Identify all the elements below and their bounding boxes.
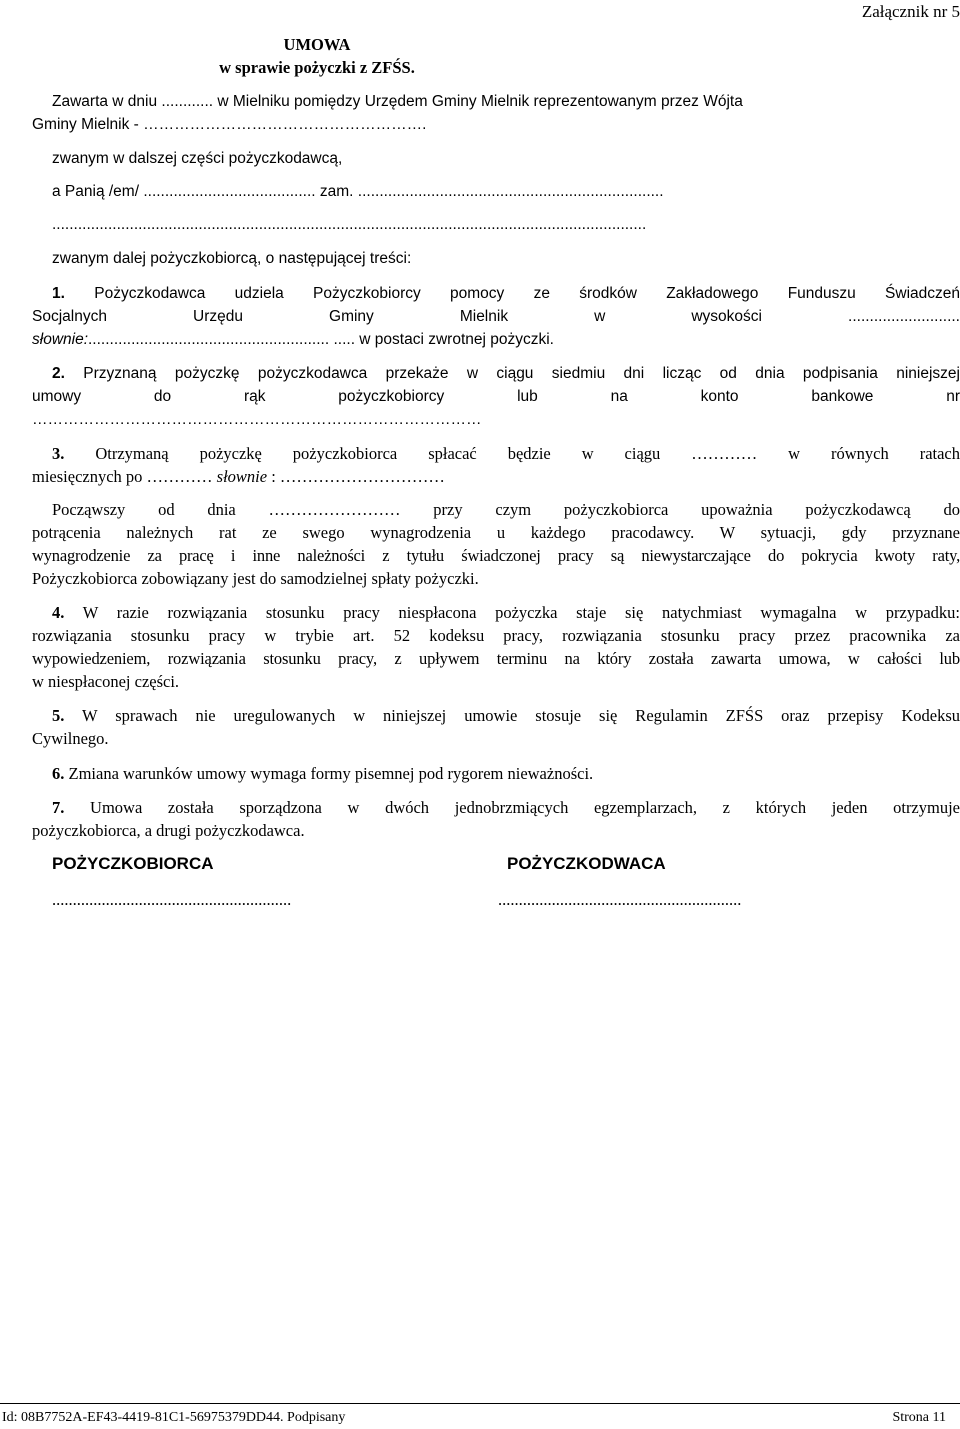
- section-7-line-1: Umowa została sporządzona w dwóch jednobrzmiących egzemplarzach, z których jeden otrzymuje: [90, 798, 960, 817]
- intro-line-2: Gminy Mielnik - ……………………………………………….: [32, 116, 427, 133]
- footer-document-id: Id: 08B7752A-EF43-4419-81C1-56975379DD44. Podpisany: [2, 1410, 346, 1425]
- section-3-paragraph-2: [32, 498, 960, 590]
- section-1-line-2: Socjalnych Urzędu Gminy Mielnik w wysokości ..........................: [32, 308, 960, 325]
- section-1: [32, 282, 960, 351]
- section-5-number: 5.: [52, 706, 65, 725]
- document-page: [32, 0, 960, 1428]
- section-3-words-label: słownie: [216, 467, 268, 486]
- section-7-number: 7.: [52, 798, 65, 817]
- title-line-2: w sprawie pożyczki z ZFŚS.: [219, 58, 415, 77]
- section-2: [32, 362, 960, 431]
- annex-label: Załącznik nr 5: [861, 2, 960, 21]
- section-3-line-1: Otrzymaną pożyczkę pożyczkobiorca spłacać będzie w ciągu ………… w równych ratach: [95, 444, 960, 463]
- footer-page-number: Strona 11: [892, 1410, 946, 1425]
- intro-paragraph: [32, 90, 960, 136]
- intro-address-line: ..........................................................................................................................................: [52, 216, 647, 233]
- section-4: [32, 601, 960, 693]
- title-line-1: UMOWA: [283, 35, 351, 54]
- section-2-line-2: umowy do rąk pożyczkobiorcy lub na konto bankowe nr: [32, 388, 960, 405]
- section-4-line-4: w niespłaconej części.: [32, 672, 180, 691]
- section-4-line-3: wypowiedzeniem, rozwiązania stosunku pracy, z upływem terminu na który została zawarta umowa, w całości lub: [32, 649, 960, 668]
- intro-line-1: Zawarta w dniu ............ w Mielniku pomiędzy Urzędem Gminy Mielnik reprezentowanym przez Wójta: [52, 93, 743, 110]
- section-7-line-2: pożyczkobiorca, a drugi pożyczkodawca.: [32, 821, 305, 840]
- section-1-number: 1.: [52, 285, 65, 302]
- section-1-line-1: Pożyczkodawca udziela Pożyczkobiorcy pomocy ze środków Zakładowego Funduszu Świadczeń: [94, 285, 960, 302]
- section-5-line-2: Cywilnego.: [32, 729, 109, 748]
- section-1-words-label: słownie:: [32, 331, 88, 348]
- section-3-p2-line-3: wynagrodzenie za pracę i inne należności z tytułu świadczonej pracy są niewystarczające do pokrycia kwoty raty,: [32, 546, 960, 565]
- section-4-line-1: W razie rozwiązania stosunku pracy niespłacona pożyczka staje się natychmiast wymagalna w przypadku:: [82, 603, 960, 622]
- section-3-p2-line-2: potrącenia należnych rat ze swego wynagrodzenia u każdego pracodawcy. W sytuacji, gdy przyznane: [32, 523, 960, 542]
- section-3-number: 3.: [52, 444, 65, 463]
- section-1-line-3: ........................................................ ..... w postaci zwrotnej pożyczki.: [88, 331, 554, 348]
- section-2-number: 2.: [52, 365, 65, 382]
- section-3: [32, 442, 960, 488]
- page-footer: [0, 1403, 960, 1424]
- signature-borrower-label: POŻYCZKOBIORCA: [52, 854, 214, 873]
- section-5: [32, 704, 960, 750]
- section-4-number: 4.: [52, 603, 65, 622]
- section-6: [32, 762, 960, 785]
- signature-lender-label: POŻYCZKODWACA: [507, 854, 666, 873]
- section-3-p2-line-1: Począwszy od dnia …………………… przy czym pożyczkobiorca upoważnia pożyczkodawcą do: [52, 500, 960, 519]
- section-6-line-1: Zmiana warunków umowy wymaga formy pisemnej pod rygorem nieważności.: [68, 764, 594, 783]
- section-3-p2-line-4: Pożyczkobiorca zobowiązany jest do samodzielnej spłaty pożyczki.: [32, 569, 479, 588]
- document-title: [32, 33, 602, 79]
- signature-lender-line: ...........................................................: [498, 890, 742, 909]
- section-2-line-3: ……………………………………………………………………………: [32, 411, 482, 428]
- section-5-line-1: W sprawach nie uregulowanych w niniejszej umowie stosuje się Regulamin ZFŚS oraz przepisy Kodeksu: [82, 706, 960, 725]
- section-6-number: 6.: [52, 764, 65, 783]
- intro-lender: zwanym w dalszej części pożyczkodawcą,: [52, 150, 343, 167]
- intro-borrower-line: a Panią /em/ ........................................ zam. .......................................................................: [52, 183, 664, 200]
- section-3-line-2-end: : …………………………: [267, 467, 445, 486]
- section-3-line-2: miesięcznych po …………: [32, 467, 217, 486]
- section-4-line-2: rozwiązania stosunku pracy w trybie art. 52 kodeksu pracy, rozwiązania stosunku pracy przez pracownika za: [32, 626, 960, 645]
- signature-borrower-line: ..........................................................: [52, 890, 292, 909]
- intro-borrower-desc: zwanym dalej pożyczkobiorcą, o następującej treści:: [52, 250, 412, 267]
- section-7: [32, 796, 960, 842]
- section-2-line-1: Przyznaną pożyczkę pożyczkodawca przekaże w ciągu siedmiu dni licząc od dnia podpisania niniejszej: [83, 365, 960, 382]
